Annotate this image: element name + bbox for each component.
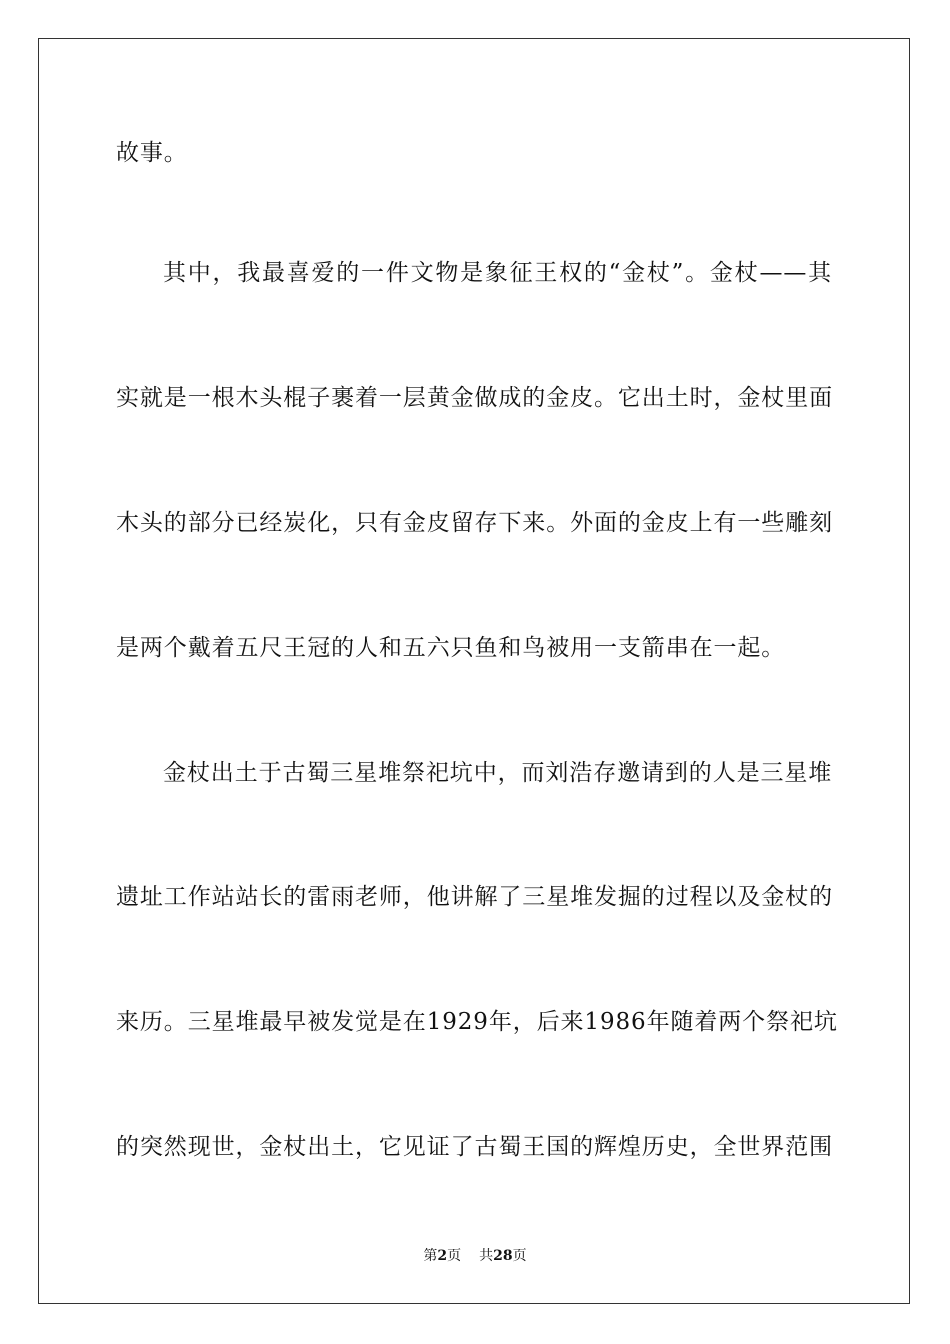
body-line-9: 的突然现世，金杖出土，它见证了古蜀王国的辉煌历史，全世界范围 [116,1134,833,1160]
body-line-5: 是两个戴着五尺王冠的人和五六只鱼和鸟被用一支箭串在一起。 [116,635,786,661]
body-line-6: 金杖出土于古蜀三星堆祭祀坑中，而刘浩存邀请到的人是三星堆 [163,760,833,786]
page-border [38,38,910,1304]
body-line-2: 其中，我最喜爱的一件文物是象征王权的“金杖”。金杖——其 [163,260,832,286]
footer-total-pages: 28 [493,1248,513,1264]
body-line-8: 来历。三星堆最早被发觉是在1929年，后来1986年随着两个祭祀坑 [116,1009,838,1035]
body-line-3: 实就是一根木头棍子裹着一层黄金做成的金皮。它出土时，金杖里面 [116,385,833,411]
body-line-4: 木头的部分已经炭化，只有金皮留存下来。外面的金皮上有一些雕刻 [116,510,833,536]
body-line-7: 遗址工作站站长的雷雨老师，他讲解了三星堆发掘的过程以及金杖的 [116,884,833,910]
footer-page-number: 2 [437,1248,448,1264]
footer-total-suffix: 页 [512,1248,527,1264]
footer-page-prefix: 第 [423,1248,438,1264]
page-footer [0,1247,950,1265]
body-line-1: 故事。 [116,140,188,166]
footer-total-prefix: 共 [479,1248,494,1264]
footer-page-suffix: 页 [447,1248,462,1264]
